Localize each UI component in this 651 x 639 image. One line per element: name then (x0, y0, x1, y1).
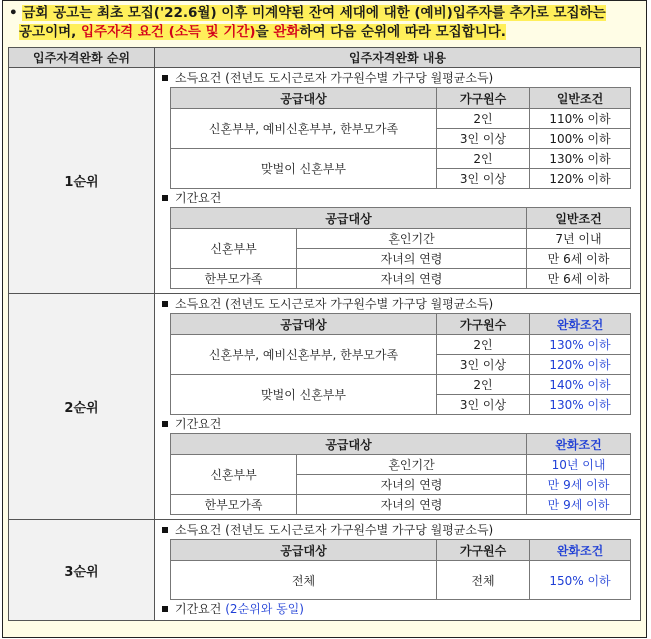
criteria-table (8, 47, 641, 621)
table-row: 자녀의 연령 만 9세 이하 (171, 475, 631, 495)
col-household: 가구원수 (437, 88, 530, 109)
table-header-row (9, 48, 641, 68)
table-row: 신혼부부 혼인기간 10년 이내 (171, 455, 631, 475)
income-table (170, 87, 631, 189)
rank-content (155, 294, 641, 520)
square-bullet-icon (162, 527, 168, 533)
period-note: (2순위와 동일) (225, 602, 304, 616)
period-title: 기간요건 (175, 417, 222, 431)
square-bullet-icon (162, 606, 168, 612)
col-household: 가구원수 (437, 540, 530, 561)
rank-content (155, 520, 641, 621)
rank-label: 1순위 (9, 68, 155, 294)
col-target: 공급대상 (171, 314, 437, 335)
rank-label: 3순위 (9, 520, 155, 621)
bullet: • (9, 5, 18, 21)
table-row: 한부모가족 자녀의 연령 만 9세 이하 (171, 495, 631, 515)
income-title: 소득요건 (전년도 도시근로자 가구원수별 가구당 월평균소득) (175, 297, 494, 311)
intro-line2-red2: 완화 (273, 24, 300, 40)
table-row: 3인 이상 100% 이하 (171, 129, 631, 149)
rank-label: 2순위 (9, 294, 155, 520)
income-title: 소득요건 (전년도 도시근로자 가구원수별 가구당 월평균소득) (175, 523, 494, 537)
intro-line2-mid: 을 (255, 24, 274, 40)
square-bullet-icon (162, 301, 168, 307)
period-title: 기간요건 (175, 602, 226, 616)
col-condition: 일반조건 (530, 88, 631, 109)
rank-row-3 (9, 520, 641, 621)
intro-text (9, 4, 639, 42)
table-row: 맞벌이 신혼부부 2인 140% 이하 (171, 375, 631, 395)
table-row: 한부모가족 자녀의 연령 만 6세 이하 (171, 269, 631, 289)
income-title: 소득요건 (전년도 도시근로자 가구원수별 가구당 월평균소득) (175, 71, 494, 85)
income-table (170, 313, 631, 415)
rank-content (155, 68, 641, 294)
col-target: 공급대상 (171, 540, 437, 561)
col-household: 가구원수 (437, 314, 530, 335)
rank-row-2 (9, 294, 641, 520)
period-table (170, 433, 631, 515)
table-row: 3인 이상 130% 이하 (171, 395, 631, 415)
intro-line1: 금회 공고는 최초 모집('22.6월) 이후 미계약된 잔여 세대에 대한 (예비)입주자를 추가로 모집하는 (22, 5, 606, 21)
col-condition: 일반조건 (527, 208, 631, 229)
col-target: 공급대상 (171, 208, 527, 229)
col-condition: 완화조건 (530, 314, 631, 335)
income-table (170, 539, 631, 600)
square-bullet-icon (162, 75, 168, 81)
table-row: 맞벌이 신혼부부 2인 130% 이하 (171, 149, 631, 169)
header-rank: 입주자격완화 순위 (9, 48, 155, 68)
intro-line2-red: 입주자격 요건 (소득 및 기간) (81, 24, 256, 40)
period-table (170, 207, 631, 289)
table-row: 자녀의 연령 만 6세 이하 (171, 249, 631, 269)
intro-line2-end: 하여 다음 순위에 따라 모집합니다. (299, 24, 506, 40)
col-condition: 완화조건 (527, 434, 631, 455)
notice-box (2, 0, 647, 638)
col-target: 공급대상 (171, 434, 527, 455)
header-content: 입주자격완화 내용 (155, 48, 641, 68)
table-row: 신혼부부, 예비신혼부부, 한부모가족 2인 110% 이하 (171, 109, 631, 129)
square-bullet-icon (162, 195, 168, 201)
table-row: 신혼부부 혼인기간 7년 이내 (171, 229, 631, 249)
table-row: 3인 이상 120% 이하 (171, 355, 631, 375)
col-target: 공급대상 (171, 88, 437, 109)
col-condition: 완화조건 (530, 540, 631, 561)
intro-line2-plain: 공고이며, (19, 24, 81, 40)
square-bullet-icon (162, 421, 168, 427)
rank-row-1 (9, 68, 641, 294)
table-row: 전체 전체 150% 이하 (171, 561, 631, 600)
table-row: 3인 이상 120% 이하 (171, 169, 631, 189)
period-title: 기간요건 (175, 191, 222, 205)
table-row: 신혼부부, 예비신혼부부, 한부모가족 2인 130% 이하 (171, 335, 631, 355)
